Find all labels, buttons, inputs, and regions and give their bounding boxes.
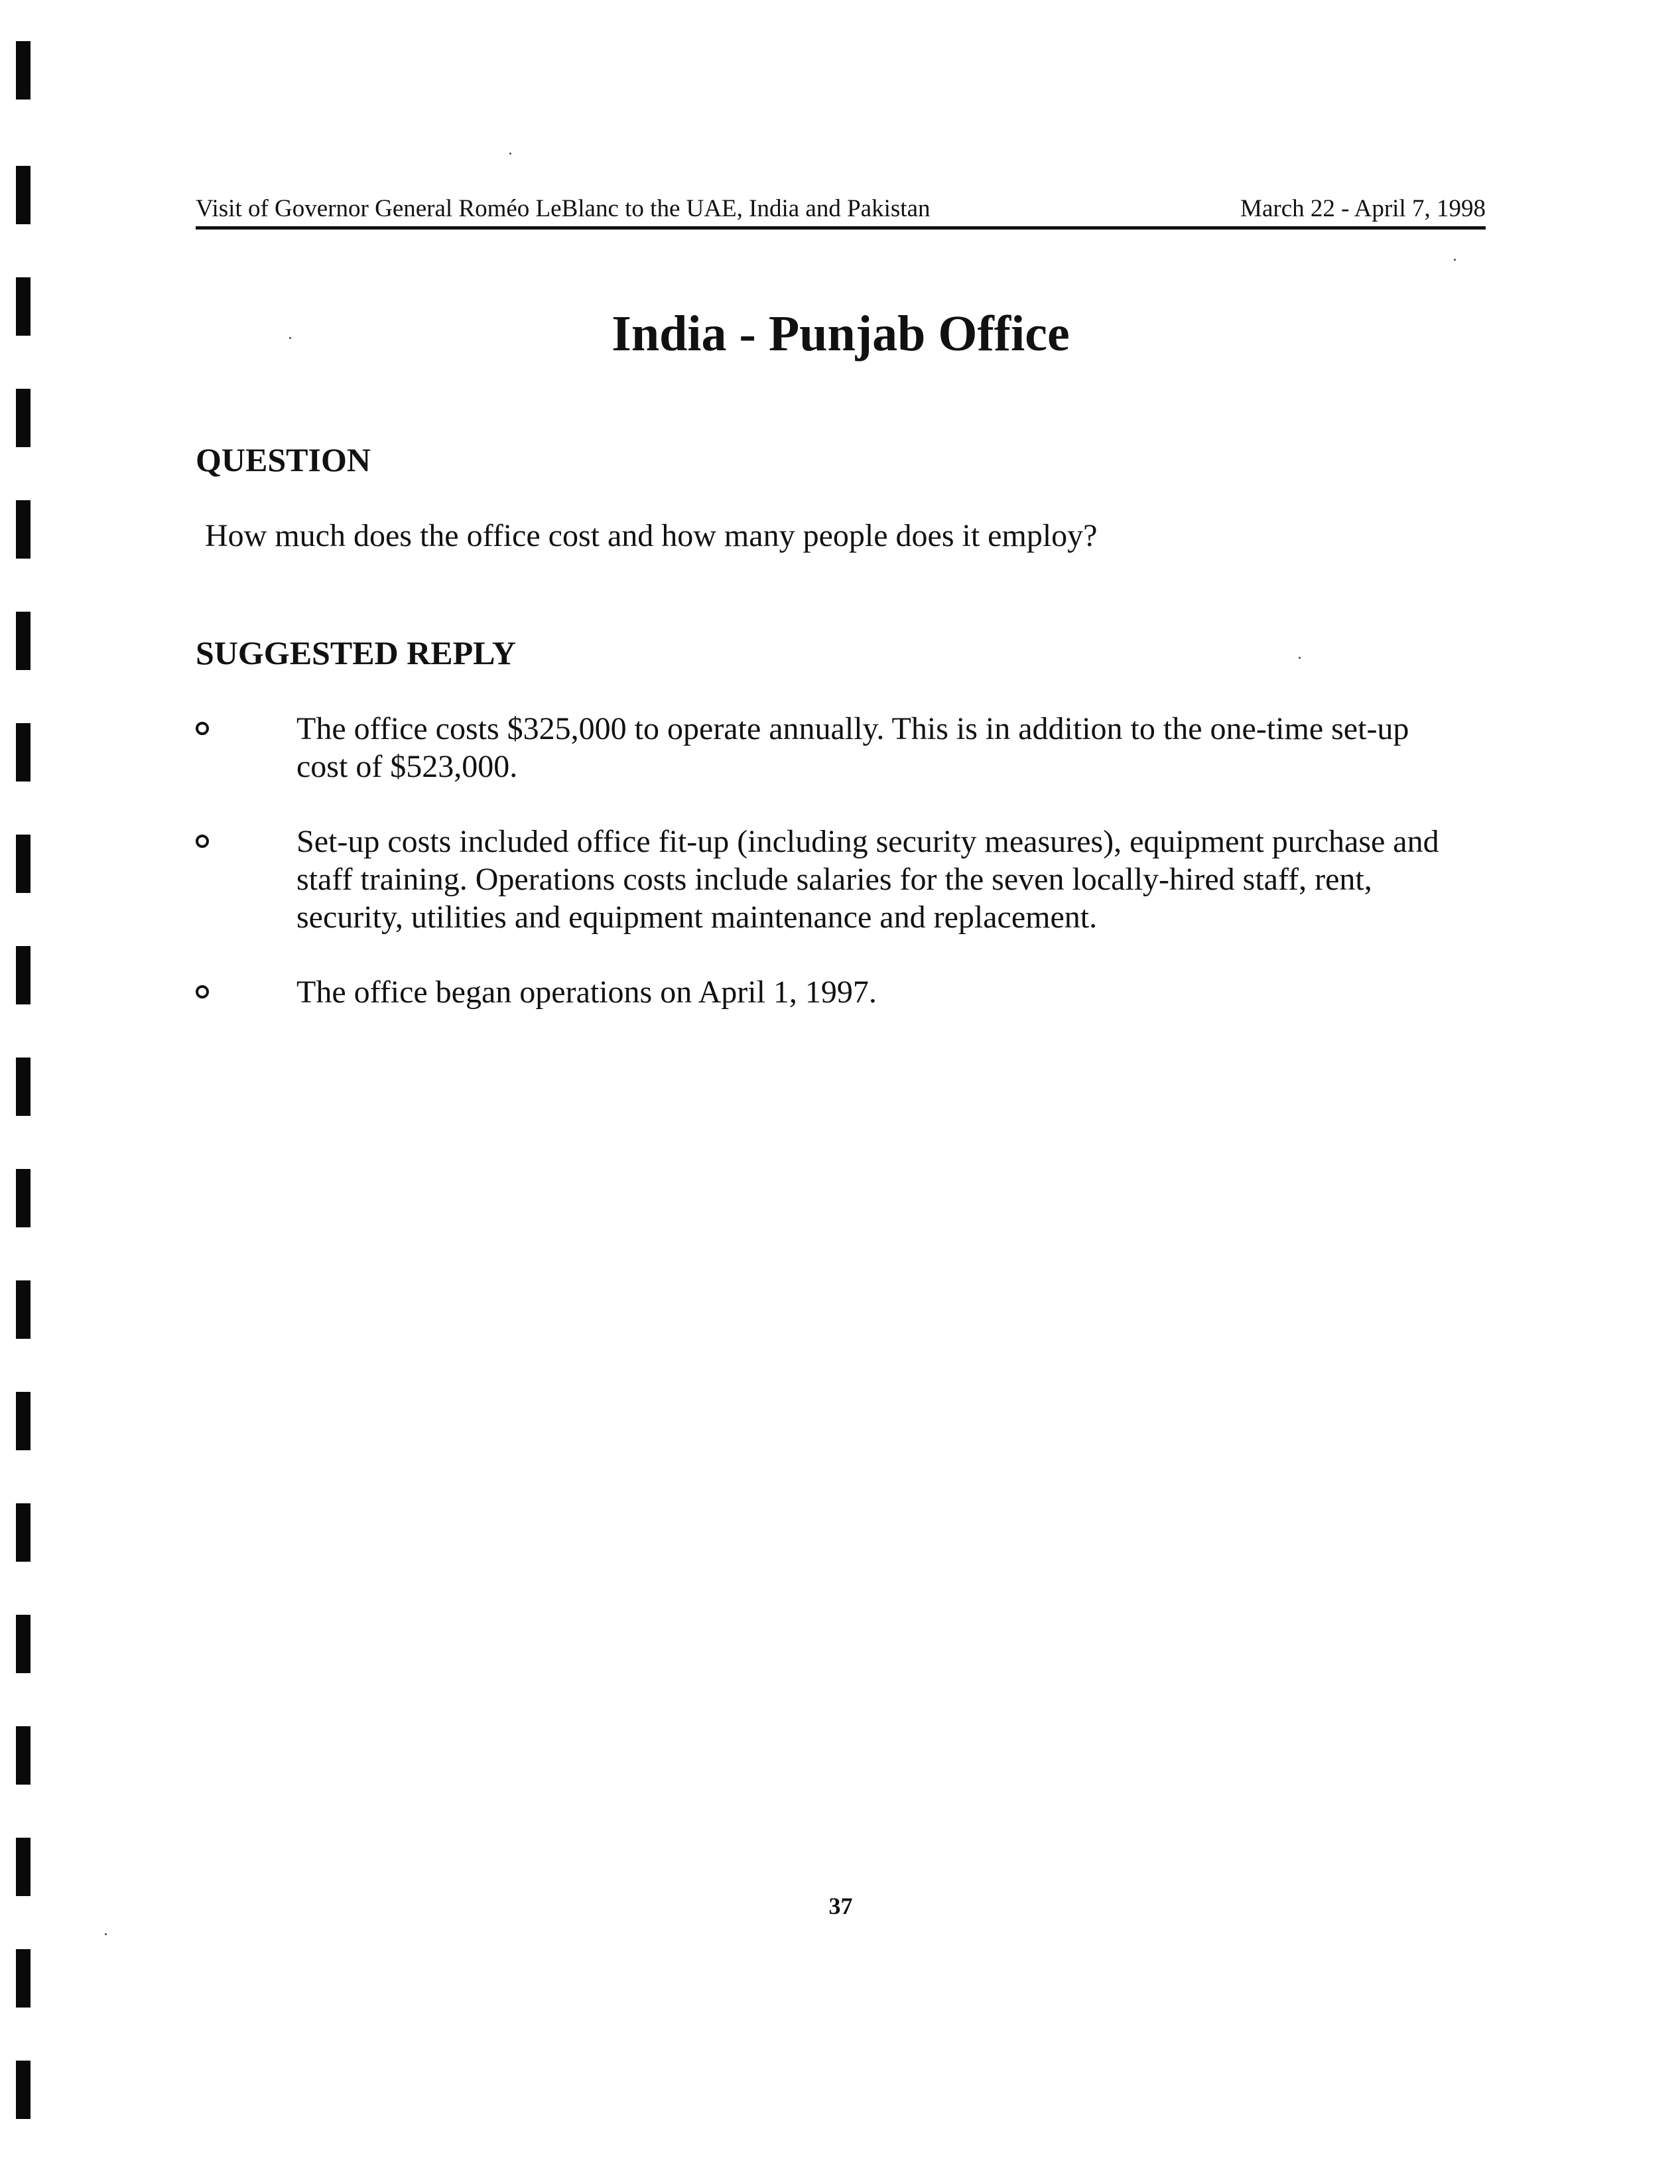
binding-mark bbox=[16, 1949, 31, 2008]
binding-mark bbox=[16, 723, 31, 782]
binding-mark bbox=[16, 835, 31, 893]
question-text: How much does the office cost and how many people does it employ? bbox=[205, 518, 1098, 553]
reply-text: The office began operations on April 1, 1997. bbox=[296, 975, 877, 1010]
list-item bbox=[196, 973, 1486, 1011]
binding-mark bbox=[16, 2061, 31, 2119]
binding-mark bbox=[16, 1503, 31, 1562]
header-date-range: March 22 - April 7, 1998 bbox=[1240, 195, 1486, 222]
scan-speck bbox=[105, 1933, 107, 1935]
page-number: 37 bbox=[828, 1893, 853, 1919]
circle-bullet-icon bbox=[196, 722, 209, 735]
binding-mark bbox=[16, 1058, 31, 1116]
binding-mark bbox=[16, 166, 31, 224]
binding-mark bbox=[16, 946, 31, 1004]
document-page bbox=[196, 0, 1486, 2184]
binding-mark bbox=[16, 1838, 31, 1896]
binding-mark bbox=[16, 41, 31, 100]
suggested-reply-heading: SUGGESTED REPLY bbox=[196, 634, 517, 671]
question-heading: QUESTION bbox=[196, 441, 371, 478]
binding-mark bbox=[16, 500, 31, 559]
reply-text: The office costs $325,000 to operate annually. This is in addition to the one-time set-up cost of $523,000. bbox=[296, 711, 1409, 784]
reply-text: Set-up costs included office fit-up (including security measures), equipment purchase and staff training. Operations costs include salaries for the seven locally-hired staff, rent, security, utilities and equipment maintenance and replacement. bbox=[296, 824, 1439, 935]
binding-mark bbox=[16, 389, 31, 447]
running-header bbox=[196, 189, 1486, 230]
page-title: India - Punjab Office bbox=[612, 306, 1070, 362]
header-visit-title: Visit of Governor General Roméo LeBlanc to the UAE, India and Pakistan bbox=[196, 195, 931, 222]
list-item bbox=[196, 823, 1486, 936]
binding-mark bbox=[16, 1280, 31, 1339]
suggested-reply-list bbox=[196, 710, 1486, 1048]
binding-mark bbox=[16, 1726, 31, 1785]
list-item bbox=[196, 710, 1486, 785]
binding-mark bbox=[16, 612, 31, 670]
binding-hole-marks bbox=[16, 0, 31, 2184]
binding-mark bbox=[16, 1615, 31, 1673]
binding-mark bbox=[16, 1169, 31, 1227]
binding-mark bbox=[16, 277, 31, 336]
circle-bullet-icon bbox=[196, 835, 209, 848]
binding-mark bbox=[16, 1392, 31, 1450]
circle-bullet-icon bbox=[196, 985, 209, 998]
